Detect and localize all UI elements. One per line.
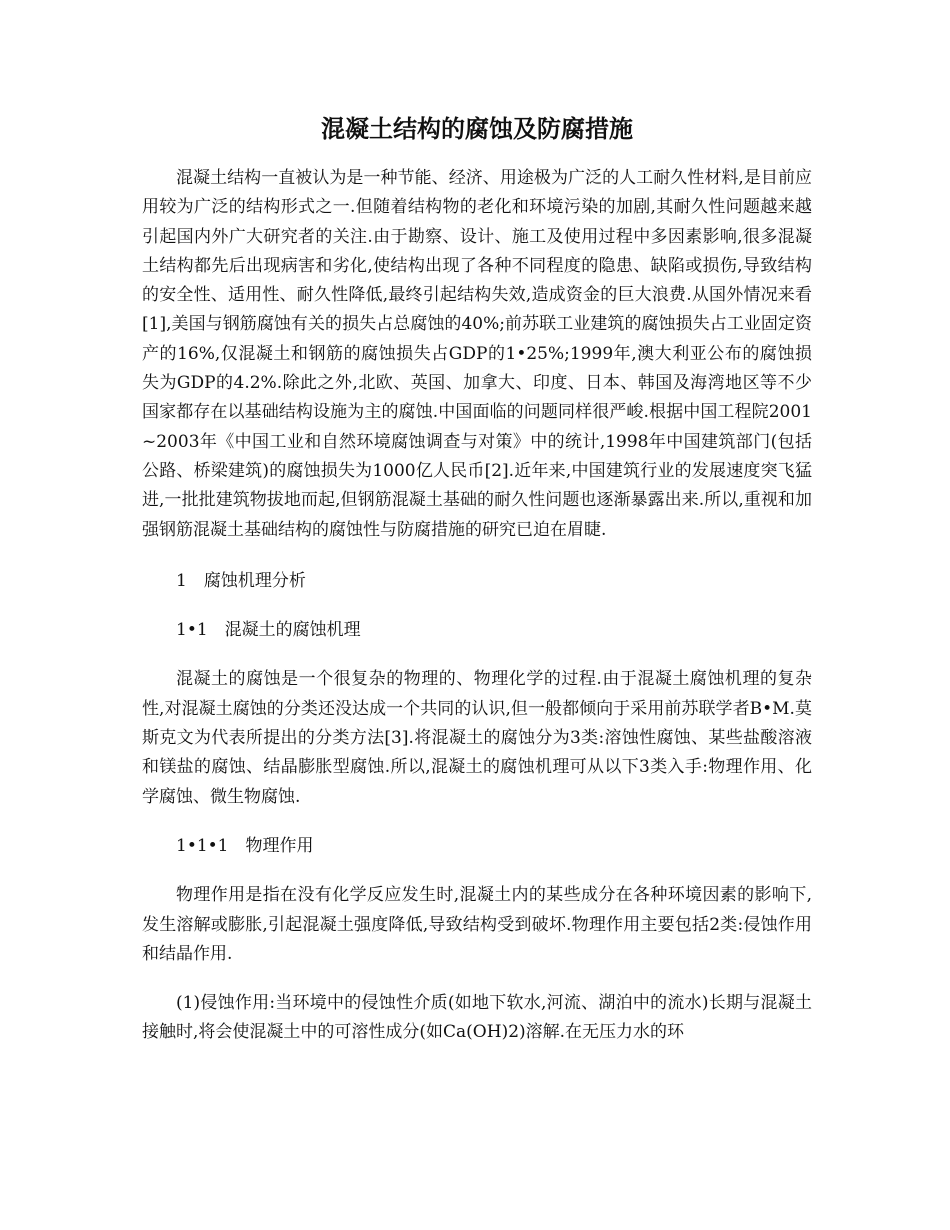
intro-paragraph: 混凝土结构一直被认为是一种节能、经济、用途极为广泛的人工耐久性材料,是目前应用较为广泛的结构形式之一.但随着结构物的老化和环境污染的加剧,其耐久性问题越来越引起国内外广大研究者的关注.由于勘察、设计、施工及使用过程中多因素影响,很多混凝土结构都先后出现病害和劣化,使结构出现了各种不同程度的隐患、缺陷或损伤,导致结构的安全性、适用性、耐久性降低,最终引起结构失效,造成资金的巨大浪费.从国外情况来看[1],美国与钢筋腐蚀有关的损失占总腐蚀的40%;前苏联工业建筑的腐蚀损失占工业固定资产的16%,仅混凝土和钢筋的腐蚀损失占GDP的1•25%;1999年,澳大利亚公布的腐蚀损失为GDP的4.2%.除此之外,北欧、英国、加拿大、印度、日本、韩国及海湾地区等不少国家都存在以基础结构设施为主的腐蚀.中国面临的问题同样很严峻.根据中国工程院2001~2003年《中国工业和自然环境腐蚀调查与对策》中的统计,1998年中国建筑部门(包括公路、桥梁建筑)的腐蚀损失为1000亿人民币[2].近年来,中国建筑行业的发展速度突飞猛进,一批批建筑物拔地而起,但钢筋混凝土基础的耐久性问题也逐渐暴露出来.所以,重视和加强钢筋混凝土基础结构的腐蚀性与防腐措施的研究已迫在眉睫. (142, 168, 812, 540)
physical-action-paragraph: 物理作用是指在没有化学反应发生时,混凝土内的某些成分在各种环境因素的影响下,发生溶解或膨胀,引起混凝土强度降低,导致结构受到破坏.物理作用主要包括2类:侵蚀作用和结晶作用. (142, 885, 812, 964)
section-heading-1-1: 1•1 混凝土的腐蚀机理 (176, 620, 361, 641)
section-heading-1: 1 腐蚀机理分析 (176, 570, 306, 591)
concrete-corrosion-paragraph: 混凝土的腐蚀是一个很复杂的物理的、物理化学的过程.由于混凝土腐蚀机理的复杂性,对混凝土腐蚀的分类还没达成一个共同的认识,但一般都倾向于采用前苏联学者B•M.莫斯克文为代表所提出的分类方法[3].将混凝土的腐蚀分为3类:溶蚀性腐蚀、某些盐酸溶液和镁盐的腐蚀、结晶膨胀型腐蚀.所以,混凝土的腐蚀机理可从以下3类入手:物理作用、化学腐蚀、微生物腐蚀. (142, 669, 812, 807)
erosion-paragraph: (1)侵蚀作用:当环境中的侵蚀性介质(如地下软水,河流、湖泊中的流水)长期与混凝土接触时,将会使混凝土中的可溶性成分(如Ca(OH)2)溶解.在无压力水的环 (142, 993, 812, 1043)
section-heading-1-1-1: 1•1•1 物理作用 (176, 835, 314, 856)
document-title: 混凝土结构的腐蚀及防腐措施 (321, 114, 633, 143)
document-page (142, 112, 812, 1048)
